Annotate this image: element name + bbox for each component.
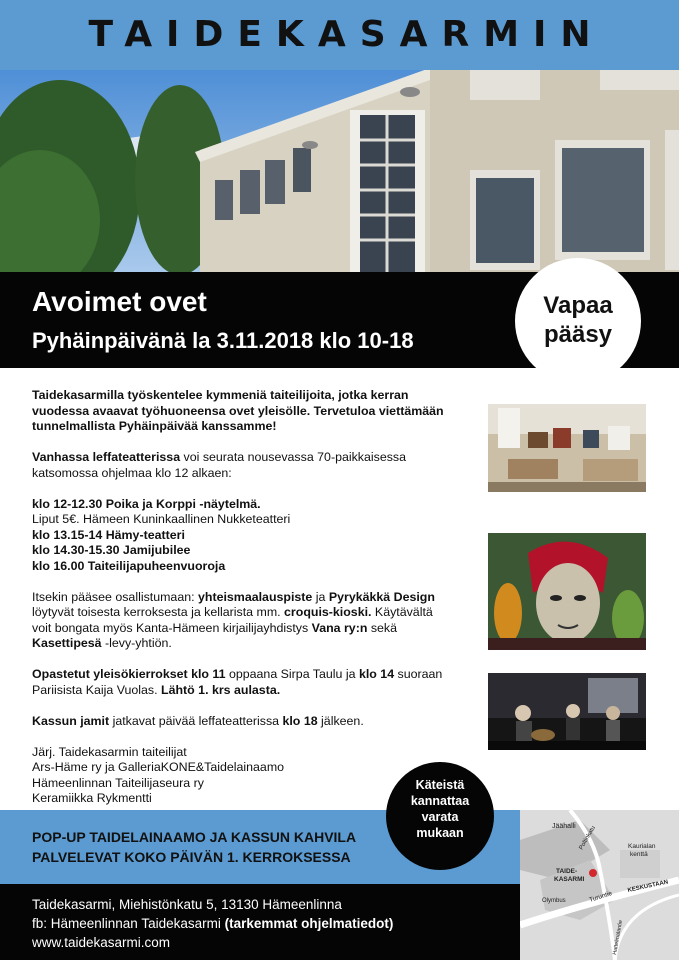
building-photo bbox=[0, 70, 679, 272]
popup-line-2: PALVELEVAT KOKO PÄIVÄN 1. KERROKSESSA bbox=[32, 849, 351, 865]
band-illustration bbox=[488, 673, 646, 750]
footer bbox=[0, 884, 520, 960]
jam-text-2: jälkeen. bbox=[317, 713, 364, 728]
activities-text-5: sekä bbox=[367, 620, 398, 635]
intro-paragraph bbox=[32, 388, 452, 435]
map-label-taide: TAIDE- bbox=[556, 868, 578, 875]
tours-text-2: suoraan Pariisista Kaija Vuolas. bbox=[32, 667, 443, 697]
activities-bold-5: Kasettipesä bbox=[32, 636, 102, 650]
cash-badge bbox=[386, 762, 494, 870]
program-list bbox=[32, 497, 452, 575]
map-illustration bbox=[520, 810, 679, 960]
organizer-line-2: Ars-Häme ry ja GalleriaKONE&Taidelainaamo bbox=[32, 760, 285, 774]
map-label-kasarmi: KASARMI bbox=[554, 876, 585, 883]
event-title: Avoimet ovet bbox=[32, 286, 207, 317]
studio-illustration bbox=[488, 404, 646, 492]
program-item-3: klo 14.30-15.30 Jamijubilee bbox=[32, 543, 191, 557]
program-note-1: Liput 5€. Hämeen Kuninkaallinen Nukketeatteri bbox=[32, 512, 291, 526]
tours-bold-2: klo 14 bbox=[358, 667, 395, 681]
activities-bold-2: Pyrykäkkä Design bbox=[328, 589, 435, 604]
jam-bold-2: klo 18 bbox=[282, 713, 318, 728]
map-label-hattelmalantie: Hattelmalantie bbox=[612, 919, 625, 956]
cash-badge-line-1: Käteistä bbox=[415, 778, 465, 792]
cinema-text: voi seurata nousevassa 70-paikkaisessa katsomossa ohjelmaa klo 12 alkaen: bbox=[32, 450, 407, 480]
poster-title: TAIDEKASARMIN bbox=[88, 14, 605, 55]
activities-paragraph bbox=[32, 590, 452, 652]
jam-paragraph bbox=[32, 714, 452, 730]
activities-text-2: ja bbox=[312, 589, 329, 604]
title-bar bbox=[0, 0, 679, 70]
popup-line-1: POP-UP TAIDELAINAAMO JA KASSUN KAHVILA bbox=[32, 829, 357, 845]
map-label-poltinkatu: Poltinkatu bbox=[578, 825, 597, 851]
cinema-paragraph bbox=[32, 450, 452, 481]
cash-badge-line-4: mukaan bbox=[416, 826, 464, 840]
footer-facebook bbox=[32, 916, 393, 931]
building-illustration bbox=[0, 70, 679, 272]
mural-illustration bbox=[488, 533, 646, 650]
free-entry-badge bbox=[515, 258, 641, 384]
organizer-line-4: Keramiikka Rykmentti bbox=[32, 791, 152, 805]
tours-paragraph bbox=[32, 667, 452, 698]
map-label-olymbus: Olymbus bbox=[542, 898, 566, 904]
mural-photo bbox=[488, 533, 646, 650]
activities-text-6: -levy-yhtiön. bbox=[101, 636, 172, 650]
organizer-line-3: Hämeenlinnan Taiteilijaseura ry bbox=[32, 775, 204, 790]
cash-badge-line-2: kannattaa bbox=[410, 794, 470, 808]
activities-bold-1: yhteismaalauspiste bbox=[198, 589, 313, 604]
map-label-kaurialan: Kaurialan bbox=[628, 843, 656, 850]
map-label-kentta: kenttä bbox=[630, 851, 648, 858]
activities-text-4: Käytävältä voit bongata myös Kanta-Hämeen kirjailijayhdistys bbox=[32, 605, 433, 635]
tours-text-1: oppaana Sirpa Taulu ja bbox=[225, 667, 359, 681]
footer-facebook-bold: (tarkemmat ohjelmatiedot) bbox=[224, 916, 394, 931]
map-label-keskustaan: KESKUSTAAN bbox=[627, 879, 669, 894]
tours-bold-1: Opastetut yleisökierrokset klo 11 bbox=[32, 667, 226, 681]
map-label-jaahalli: Jäähalli bbox=[552, 823, 576, 830]
activities-bold-3: croquis-kioski. bbox=[284, 605, 372, 619]
program-item-2: klo 13.15-14 Hämy-teatteri bbox=[32, 527, 185, 542]
free-badge-line1: Vapaa bbox=[543, 292, 613, 319]
studio-photo bbox=[488, 404, 646, 492]
jam-bold-1: Kassun jamit bbox=[32, 713, 110, 728]
organizer-line-1: Järj. Taidekasarmin taiteilijat bbox=[32, 744, 187, 759]
map-label-turuntie: Turuntie bbox=[588, 889, 614, 904]
event-date: Pyhäinpäivänä la 3.11.2018 klo 10-18 bbox=[32, 328, 414, 353]
footer-website: www.taidekasarmi.com bbox=[32, 935, 171, 950]
program-item-1: klo 12-12.30 Poika ja Korppi -näytelmä. bbox=[32, 496, 261, 511]
band-photo bbox=[488, 673, 646, 750]
intro-text: Taidekasarmilla työskentelee kymmeniä taiteilijoita, jotka kerran vuodessa avaavat työhuoneensa ovet yleisölle. Tervetuloa viettämään tunnelmallista Pyhäinpäivää kanssamme! bbox=[32, 388, 444, 433]
footer-facebook-text: fb: Hämeenlinnan Taidekasarmi bbox=[32, 916, 225, 931]
footer-address: Taidekasarmi, Miehistönkatu 5, 13130 Hämeenlinna bbox=[32, 897, 342, 912]
body-text bbox=[32, 388, 452, 822]
cash-badge-line-3: varata bbox=[421, 810, 459, 824]
activities-text-3: löytyvät toisesta kerroksesta ja kellarista mm. bbox=[32, 605, 285, 619]
program-item-4: klo 16.00 Taiteilijapuheenvuoroja bbox=[32, 558, 226, 573]
tours-bold-3: Lähtö 1. krs aulasta. bbox=[161, 682, 281, 697]
location-map bbox=[520, 810, 679, 960]
free-badge-line2: pääsy bbox=[543, 321, 613, 348]
activities-text-1: Itsekin pääsee osallistumaan: bbox=[32, 589, 198, 604]
cinema-bold: Vanhassa leffateatterissa bbox=[32, 450, 181, 464]
activities-bold-4: Vana ry:n bbox=[311, 620, 368, 635]
jam-text-1: jatkavat päivää leffateatterissa bbox=[109, 713, 283, 728]
